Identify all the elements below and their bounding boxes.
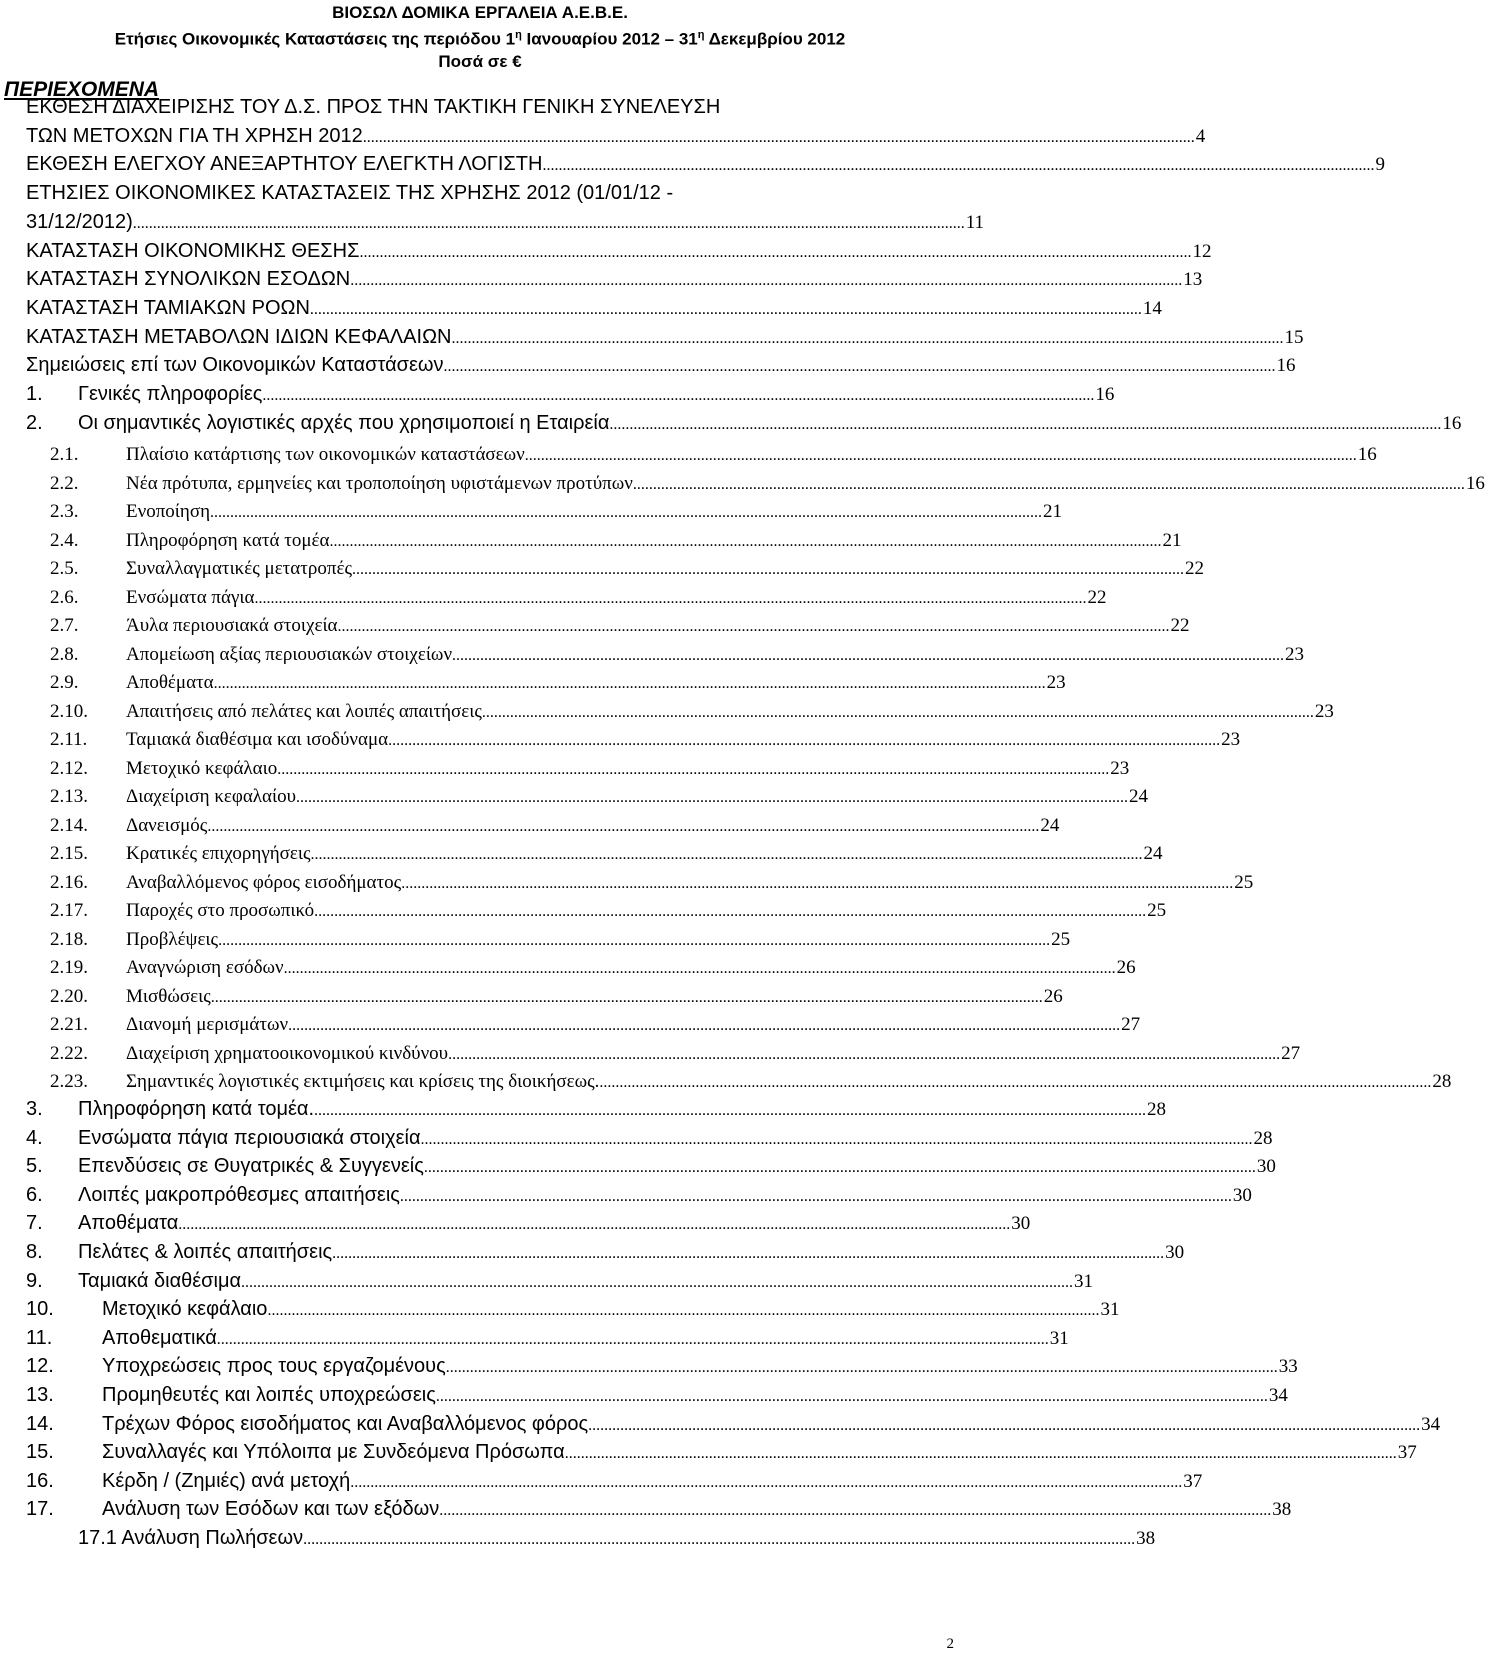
toc-entry-page: 30: [1165, 1242, 1185, 1263]
toc-entry[interactable]: [26, 210, 985, 234]
toc-entry-title: Απομείωση αξίας περιουσιακών στοιχείων: [126, 643, 453, 665]
toc-entry-title: Πελάτες & λοιπές απαιτήσεις: [78, 1241, 333, 1263]
toc-entry-page: 30: [1232, 1184, 1252, 1206]
toc-entry-title: Σημειώσεις επί των Οικονομικών Καταστάσεων: [26, 354, 444, 377]
dot-leader: [565, 1445, 1397, 1463]
toc-entry-page: 28: [1253, 1127, 1273, 1149]
toc-entry[interactable]: [26, 1241, 1185, 1264]
dot-leader: [401, 875, 1233, 893]
dot-leader: [363, 129, 1195, 147]
toc-entry-page: 15: [1284, 326, 1304, 348]
toc-entry-page: 38: [1272, 1499, 1292, 1521]
toc-entry-title: Μετοχικό κεφάλαιο: [102, 1298, 268, 1321]
toc-entry-page: 9: [1375, 154, 1385, 176]
toc-entry-page: 4: [1195, 125, 1206, 147]
toc-entry-number: 2.6.: [50, 586, 79, 608]
toc-entry-title: Αναγνώριση εσόδων: [126, 957, 284, 978]
toc-entry-page: 13: [1183, 269, 1203, 291]
toc-entry-title: Πληροφόρηση κατά τομέα: [126, 529, 330, 551]
dot-leader: [338, 618, 1170, 636]
toc-entry-title: Προβλέψεις: [126, 928, 219, 950]
dot-leader: [451, 330, 1283, 348]
dot-leader: [388, 732, 1220, 750]
toc-entry-page: 23: [1110, 757, 1130, 779]
toc-entry-number: 10.: [26, 1298, 54, 1321]
toc-entry-title: ΚΑΤΑΣΤΑΣΗ ΤΑΜΙΑΚΩΝ ΡΟΩΝ: [26, 296, 310, 319]
toc-entry[interactable]: [50, 985, 1063, 1008]
dot-leader: [214, 675, 1046, 693]
toc-entry-page: 12: [1192, 240, 1212, 262]
dot-leader: [452, 647, 1284, 665]
toc-entry[interactable]: [50, 586, 1107, 609]
toc-entry[interactable]: [50, 871, 1254, 894]
toc-entry[interactable]: [50, 615, 1190, 637]
toc-entry[interactable]: [26, 96, 956, 119]
toc-entry[interactable]: [26, 1441, 1417, 1464]
toc-entry-number: 2.19.: [50, 957, 88, 978]
toc-entry[interactable]: [50, 814, 1060, 837]
superscript: η: [515, 29, 522, 41]
toc-entry-page: 23: [1046, 672, 1066, 693]
toc-entry-title: Διαχείριση χρηματοοικονομικού κινδύνου: [126, 1042, 449, 1064]
toc-entry-number: 11.: [26, 1326, 53, 1349]
toc-entry-number: 2.23.: [50, 1071, 88, 1092]
page-number: 2: [946, 1636, 954, 1652]
toc-entry-page: 16: [1442, 412, 1462, 434]
toc-entry-number: 2.18.: [50, 928, 88, 950]
toc-entry[interactable]: [26, 1355, 1298, 1378]
toc-entry-page: 37: [1397, 1442, 1417, 1464]
dot-leader: [217, 1331, 1049, 1349]
dot-leader: [448, 1046, 1280, 1064]
toc-entry-page: 24: [1129, 786, 1148, 807]
company-name: ΒΙΟΣΩΛ ΔΟΜΙΚΑ ΕΡΓΑΛΕΙΑ Α.Ε.Β.Ε.: [332, 3, 628, 22]
toc-entry[interactable]: [26, 1183, 1252, 1207]
toc-entry-page: 34: [1268, 1385, 1288, 1406]
toc-entry-number: 7.: [26, 1212, 43, 1235]
toc-entry[interactable]: [50, 472, 1485, 495]
toc-entry-title: Μετοχικό κεφάλαιο: [126, 757, 278, 779]
toc-entry[interactable]: [50, 900, 1167, 922]
dot-leader: [350, 272, 1182, 290]
dot-leader: [254, 590, 1086, 608]
dot-leader: [262, 387, 1094, 405]
toc-entry[interactable]: [26, 411, 1462, 435]
toc-entry-page: 30: [1011, 1213, 1031, 1235]
toc-entry-number: 5.: [26, 1155, 43, 1178]
toc-entry-page: 16: [1465, 472, 1485, 494]
toc-entry-page: 30: [1256, 1156, 1276, 1178]
toc-entry-page: 33: [1278, 1356, 1298, 1378]
dot-leader: [482, 704, 1314, 722]
toc-entry-number: 13.: [26, 1384, 54, 1406]
dot-leader: [133, 215, 965, 233]
dot-leader: [303, 1531, 1135, 1549]
toc-entry-number: 17.: [26, 1498, 54, 1521]
dot-leader: [296, 789, 1128, 807]
toc-entry-page: 27: [1121, 1014, 1141, 1035]
dot-leader: [633, 476, 1465, 494]
toc-entry[interactable]: [78, 1527, 1156, 1550]
toc-entry-title: Οι σημαντικές λογιστικές αρχές που χρησιμοποιεί η Εταιρεία: [78, 411, 610, 434]
toc-entry-title: Ενοποίηση: [126, 501, 211, 522]
toc-entry-page: 16: [1276, 355, 1296, 377]
toc-entry-page: 25: [1147, 900, 1167, 921]
toc-entry-title: Λοιπές μακροπρόθεσμες απαιτήσεις: [78, 1183, 400, 1206]
toc-entry[interactable]: [50, 529, 1182, 552]
toc-entry-number: 2.3.: [50, 501, 79, 522]
dot-leader: [359, 244, 1191, 262]
toc-entry-number: 2.: [26, 411, 43, 434]
dot-leader: [436, 1388, 1268, 1406]
toc-entry-page: 31: [1100, 1299, 1120, 1321]
toc-entry-number: 2.13.: [50, 786, 88, 807]
amounts-note: Ποσά σε €: [438, 51, 522, 71]
toc-entry[interactable]: [26, 1269, 1094, 1293]
toc-entry-number: 2.17.: [50, 900, 88, 921]
toc-entry-number: 2.11.: [50, 729, 88, 750]
toc-entry-number: 4.: [26, 1126, 43, 1149]
toc-entry-title: Διανομή μερισμάτων: [126, 1014, 289, 1035]
toc-entry-number: 2.15.: [50, 843, 88, 864]
dot-leader: [400, 1188, 1232, 1206]
toc-entry-number: 2.4.: [50, 529, 79, 551]
toc-entry-title: Συναλλαγματικές μετατροπές: [126, 558, 352, 579]
dot-leader: [218, 932, 1050, 950]
toc-entry[interactable]: [50, 729, 1241, 751]
toc-entry[interactable]: [26, 1212, 1031, 1235]
toc-entry[interactable]: [50, 501, 1063, 523]
toc-entry[interactable]: [26, 296, 1162, 320]
toc-entry[interactable]: [50, 843, 1163, 865]
toc-entry-page: 26: [1116, 957, 1136, 978]
toc-entry-page: 25: [1234, 871, 1254, 893]
dot-leader: [424, 1159, 1256, 1177]
dot-leader: [314, 903, 1146, 921]
toc-entry-title: Αποθεματικά: [102, 1326, 217, 1349]
toc-entry[interactable]: [26, 1498, 1292, 1521]
toc-entry-title: ΕΤΗΣΙΕΣ ΟΙΚΟΝΟΜΙΚΕΣ ΚΑΤΑΣΤΑΣΕΙΣ ΤΗΣ ΧΡΗΣΗΣ 2012 (01/01/12 -: [26, 182, 674, 205]
toc-entry[interactable]: [26, 1384, 1288, 1407]
toc-entry-title: ΚΑΤΑΣΤΑΣΗ ΟΙΚΟΝΟΜΙΚΗΣ ΘΕΣΗΣ: [26, 239, 360, 262]
toc-entry-title: Απαιτήσεις από πελάτες και λοιπές απαιτήσεις: [126, 700, 482, 722]
dot-leader: [211, 989, 1043, 1007]
toc-entry-number: 15.: [26, 1441, 54, 1464]
toc-entry[interactable]: [26, 239, 1212, 263]
toc-entry[interactable]: [50, 1071, 1452, 1093]
toc-entry-page: 37: [1183, 1470, 1203, 1492]
toc-entry-number: 14.: [26, 1412, 54, 1435]
toc-entry-page: 21: [1162, 529, 1182, 551]
toc-entry-number: 1.: [26, 383, 43, 405]
toc-entry-title: Ταμιακά διαθέσιμα και ισοδύναμα: [126, 729, 389, 750]
toc-entry-title: Πλαίσιο κατάρτισης των οικονομικών καταστάσεων: [126, 444, 525, 465]
toc-entry-title: Τρέχων Φόρος εισοδήματος και Αναβαλλόμενος φόρος: [102, 1412, 589, 1435]
toc-entry-number: 3.: [26, 1098, 43, 1120]
toc-entry-number: 12.: [26, 1355, 54, 1378]
dot-leader: [311, 846, 1143, 864]
period-part: Δεκεμβρίου 2012: [704, 29, 846, 49]
period-part: Ετήσιες Οικονομικές Καταστάσεις της περιόδου 1: [114, 29, 516, 49]
toc-entry-title: 17.1 Ανάλυση Πωλήσεων: [78, 1527, 304, 1549]
dot-leader: [310, 301, 1142, 319]
toc-entry-title: Κέρδη / (Ζημιές) ανά μετοχή: [102, 1469, 351, 1492]
superscript: η: [697, 29, 705, 41]
toc-entry-title: ΤΩΝ ΜΕΤΟΧΩΝ ΓΙΑ ΤΗ ΧΡΗΣΗ 2012: [26, 124, 363, 147]
toc-entry[interactable]: [50, 643, 1305, 666]
toc-entry-number: 8.: [26, 1241, 43, 1263]
dot-leader: [277, 761, 1109, 779]
dot-leader: [241, 1274, 1073, 1292]
toc-entry-page: 26: [1043, 985, 1063, 1007]
toc-entry-page: 25: [1051, 928, 1071, 950]
toc-entry-page: 22: [1170, 615, 1190, 636]
period-part: Ιανουαρίου 2012 – 31: [521, 29, 698, 49]
toc-entry-title: Αποθέματα: [126, 672, 214, 693]
toc-entry[interactable]: [50, 558, 1204, 580]
toc-entry-title: Ανάλυση των Εσόδων και των εξόδων: [102, 1498, 440, 1521]
toc-entry-title: Σημαντικές λογιστικές εκτιμήσεις και κρίσεις της διοικήσεως.: [126, 1071, 600, 1092]
toc-entry-page: 11: [965, 211, 985, 233]
dot-leader: [421, 1131, 1253, 1149]
dot-leader: [267, 1302, 1099, 1320]
toc-entry-page: 22: [1184, 558, 1204, 579]
toc-entry-page: 24: [1143, 843, 1163, 864]
toc-entry-number: 2.16.: [50, 871, 88, 893]
toc-entry-page: 31: [1074, 1270, 1094, 1292]
toc-entry-page: 31: [1049, 1327, 1069, 1349]
dot-leader: [207, 818, 1039, 836]
dot-leader: [444, 358, 1276, 376]
toc-entry-page: 34: [1421, 1413, 1441, 1435]
toc-entry-title: Υποχρεώσεις προς τους εργαζομένους: [102, 1355, 446, 1378]
toc-entry[interactable]: [26, 1155, 1276, 1178]
toc-entry-title: Αναβαλλόμενος φόρος εισοδήματος: [126, 871, 402, 893]
toc-entry-title: Προμηθευτές και λοιπές υποχρεώσεις: [102, 1384, 436, 1406]
toc-entry-title: Γενικές πληροφορίες: [78, 383, 263, 405]
toc-entry[interactable]: [26, 124, 1206, 148]
dot-leader: [332, 1245, 1164, 1263]
toc-entry-title: 31/12/2012): [26, 210, 133, 233]
dot-leader: [588, 1417, 1420, 1435]
toc-entry-page: 23: [1314, 700, 1334, 722]
toc-entry[interactable]: [26, 182, 956, 205]
toc-entry-page: 27: [1281, 1042, 1301, 1064]
toc-entry[interactable]: [50, 786, 1148, 808]
toc-entry[interactable]: [50, 672, 1066, 694]
toc-entry[interactable]: [50, 700, 1334, 723]
toc-entry-title: Συναλλαγές και Υπόλοιπα με Συνδεόμενα Πρόσωπα: [102, 1441, 565, 1464]
toc-entry-number: 2.22.: [50, 1042, 88, 1064]
toc-entry-title: Κρατικές επιχορηγήσεις: [126, 843, 311, 864]
toc-entry-page: 28: [1432, 1071, 1452, 1092]
dot-leader: [284, 960, 1116, 978]
toc-entry-title: Πληροφόρηση κατά τομέα.: [78, 1098, 315, 1120]
toc-entry-number: 2.10.: [50, 700, 88, 722]
toc-entry-page: 28: [1147, 1099, 1167, 1120]
toc-entry-number: 2.5.: [50, 558, 79, 579]
toc-entry[interactable]: [26, 354, 1296, 377]
toc-entry-number: 2.14.: [50, 814, 88, 836]
toc-entry[interactable]: [50, 444, 1377, 466]
toc-entry-page: 38: [1136, 1528, 1156, 1549]
toc-entry-number: 2.9.: [50, 672, 79, 693]
toc-entry-page: 14: [1142, 297, 1162, 319]
toc-entry[interactable]: [50, 757, 1130, 780]
toc-entry-page: 23: [1285, 643, 1305, 665]
toc-entry-title: Ταμιακά διαθέσιμα: [78, 1269, 242, 1292]
toc-entry[interactable]: [26, 1098, 1167, 1121]
toc-entry-number: 2.12.: [50, 757, 88, 779]
dot-leader: [288, 1017, 1120, 1035]
toc-entry[interactable]: [26, 1298, 1120, 1321]
toc-entry[interactable]: [26, 1326, 1069, 1350]
dot-leader: [352, 561, 1184, 579]
toc-entry-title: ΚΑΤΑΣΤΑΣΗ ΣΥΝΟΛΙΚΩΝ ΕΣΟΔΩΝ: [26, 268, 351, 291]
toc-entry[interactable]: [26, 1412, 1441, 1436]
toc-entry-number: 2.7.: [50, 615, 79, 636]
dot-leader: [609, 416, 1441, 434]
toc-entry-number: 2.1.: [50, 444, 79, 465]
toc-entry-page: 24: [1040, 814, 1060, 836]
toc-entry[interactable]: [26, 153, 1385, 176]
dot-leader: [329, 533, 1161, 551]
toc-entry[interactable]: [26, 325, 1304, 349]
toc-entry-number: 2.2.: [50, 472, 79, 494]
toc-entry-title: Διαχείριση κεφαλαίου: [126, 786, 296, 807]
toc-entry[interactable]: [26, 1469, 1203, 1493]
toc-entry-title: Νέα πρότυπα, ερμηνείες και τροποποίηση υφιστάμενων προτύπων: [126, 472, 633, 494]
toc-entry-number: 2.21.: [50, 1014, 88, 1035]
toc-entry-number: 2.8.: [50, 643, 79, 665]
toc-entry-title: Παροχές στο προσωπικό: [126, 900, 315, 921]
toc-entry-number: 9.: [26, 1269, 43, 1292]
toc-entry[interactable]: [26, 1126, 1273, 1150]
toc-entry-page: 21: [1043, 501, 1063, 522]
toc-entry[interactable]: [50, 1014, 1141, 1036]
toc-entry[interactable]: [26, 383, 1115, 406]
toc-entry-page: 16: [1095, 384, 1115, 405]
toc-entry-title: Αποθέματα: [78, 1212, 179, 1235]
toc-entry[interactable]: [50, 928, 1071, 951]
dot-leader: [439, 1502, 1271, 1520]
toc-entry[interactable]: [26, 268, 1203, 291]
toc-entry[interactable]: [50, 957, 1136, 979]
toc-entry[interactable]: [50, 1042, 1301, 1065]
dot-leader: [542, 157, 1374, 175]
toc-entry-number: 16.: [26, 1469, 54, 1492]
toc-entry-title: ΚΑΤΑΣΤΑΣΗ ΜΕΤΑΒΟΛΩΝ ΙΔΙΩΝ ΚΕΦΑΛΑΙΩΝ: [26, 325, 452, 348]
toc-entry-page: 22: [1087, 586, 1107, 608]
dot-leader: [446, 1359, 1278, 1377]
toc-entry-title: Δανεισμός: [126, 814, 208, 836]
dot-leader: [525, 447, 1357, 465]
toc-entry-title: Μισθώσεις: [126, 985, 211, 1007]
toc-entry-title: Άυλα περιουσιακά στοιχεία: [126, 615, 338, 636]
toc-title: ΠΕΡΙΕΧΟΜΕΝΑ: [4, 78, 160, 101]
toc-entry-title: ΕΚΘΕΣΗ ΕΛΕΓΧΟΥ ΑΝΕΞΑΡΤΗΤΟΥ ΕΛΕΓΚΤΗ ΛΟΓΙΣΤΗ: [26, 153, 543, 176]
dot-leader: [210, 504, 1042, 522]
toc-entry-title: ΕΚΘΕΣΗ ΔΙΑΧΕΙΡΙΣΗΣ ΤΟΥ Δ.Σ. ΠΡΟΣ ΤΗΝ ΤΑΚΤΙΚΗ ΓΕΝΙΚΗ ΣΥΝΕΛΕΥΣΗ: [26, 96, 721, 118]
toc-entry-title: Επενδύσεις σε Θυγατρικές & Συγγενείς: [78, 1155, 424, 1178]
dot-leader: [314, 1102, 1146, 1120]
dot-leader: [350, 1474, 1182, 1492]
toc-entry-title: Ενσώματα πάγια: [126, 586, 255, 608]
toc-entry-number: 2.20.: [50, 985, 88, 1007]
toc-entry-number: 6.: [26, 1183, 43, 1206]
toc-entry-title: Ενσώματα πάγια περιουσιακά στοιχεία: [78, 1126, 421, 1149]
dot-leader: [178, 1216, 1010, 1234]
dot-leader: [599, 1074, 1431, 1092]
toc-entry-page: 16: [1357, 444, 1377, 465]
toc-entry-page: 23: [1221, 729, 1241, 750]
